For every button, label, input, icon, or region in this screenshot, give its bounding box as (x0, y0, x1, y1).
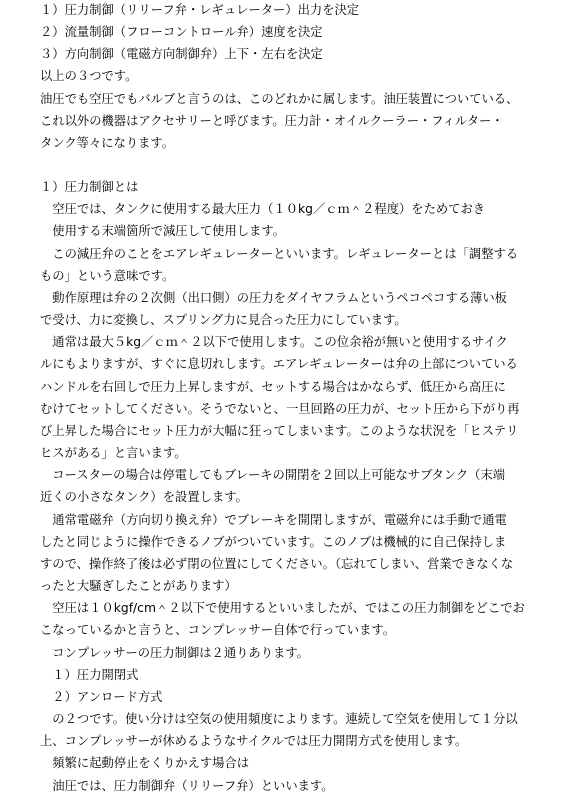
text-line: 頻繁に起動停止をくりかえす場合は (40, 756, 250, 770)
text-line: の２つです。使い分けは空気の使用頻度によります。連続して空気を使用して１分以 (40, 712, 518, 726)
text-line: ったと大騒ぎしたことがあります） (40, 579, 237, 593)
text-line: この減圧弁のことをエアレギュレーターといいます。レギュレーターとは「調整する (40, 247, 519, 261)
text-line: 空圧では、タンクに使用する最大圧力（１０kg／ｃｍ＾２程度）をためておき (40, 202, 486, 216)
text-line: コースターの場合は停電してもブレーキの開閉を２回以上可能なサブタンク（末端 (40, 468, 506, 482)
text-line: 油圧では、圧力制御弁（リリーフ弁）といいます。 (40, 779, 334, 793)
text-line: 通常電磁弁（方向切り換え弁）でブレーキを開閉しますが、電磁弁には手動で通電 (40, 513, 507, 527)
text-line: １）圧力制御（リリーフ弁・レギュレーター）出力を決定 (40, 3, 360, 17)
text-line: で受け、力に変換し、スプリング力に見合った圧力にしています。 (40, 313, 407, 327)
section-heading: １）圧力制御とは (40, 180, 139, 194)
text-line: 動作原理は弁の２次側（出口側）の圧力をダイヤフラムというペコペコする薄い板 (40, 291, 507, 305)
text-line: ２）アンロード方式 (40, 690, 163, 704)
text-line: 空圧は１０kgf/cm＾２以下で使用するといいましたが、ではこの圧力制御をどこでお (40, 601, 525, 615)
text-line: ルにもよりますが、すぐに息切れします。エアレギュレーターは弁の上部についている (40, 357, 518, 371)
text-line: １）圧力開閉式 (40, 668, 139, 682)
text-line: 油圧でも空圧でもバルブと言うのは、このどれかに属します。油圧装置についている、 (40, 92, 519, 106)
text-line: ３）方向制御（電磁方向制御弁）上下・左右を決定 (40, 47, 323, 61)
text-line: こなっているかと言うと、コンプレッサー自体で行っています。 (40, 623, 396, 637)
text-line: もの」という意味です。 (40, 269, 175, 283)
text-line: ハンドルを右回しで圧力上昇しますが、セットする場合はかならず、低圧から高圧に (40, 380, 506, 394)
text-line: したと同じように操作できるノブがついています。このノブは機械的に自己保持しま (40, 535, 507, 549)
text-line: 使用する末端箇所で減圧して使用します。 (40, 224, 285, 238)
text-line: ヒスがある」と言います。 (40, 446, 187, 460)
text-line: 上、コンプレッサーが休めるようなサイクルでは圧力開閉方式を使用します。 (40, 734, 468, 748)
text-line: すので、操作終了後は必ず閉の位置にしてください。（忘れてしまい、営業できなくな (40, 557, 514, 571)
text-line: むけてセットしてください。そうでないと、一旦回路の圧力が、セット圧から下がり再 (40, 402, 520, 416)
text-line: コンプレッサーの圧力制御は２通りあります。 (40, 646, 309, 660)
text-line: 通常は最大５kg／ｃｍ＾２以下で使用します。この位余裕が無いと使用するサイク (40, 335, 508, 349)
text-line: これ以外の機器はアクセサリーと呼びます。圧力計・オイルクーラー・フィルター・ (40, 114, 504, 128)
text-line: タンク等々になります。 (40, 136, 175, 150)
text-line: ２）流量制御（フローコントロール弁）速度を決定 (40, 25, 323, 39)
text-line: 近くの小さなタンク）を設置します。 (40, 490, 248, 504)
text-line: び上昇した場合にセット圧力が大幅に狂ってしまいます。このような状況を「ヒステリ (40, 424, 519, 438)
text-line: 以上の３つです。 (40, 69, 138, 83)
